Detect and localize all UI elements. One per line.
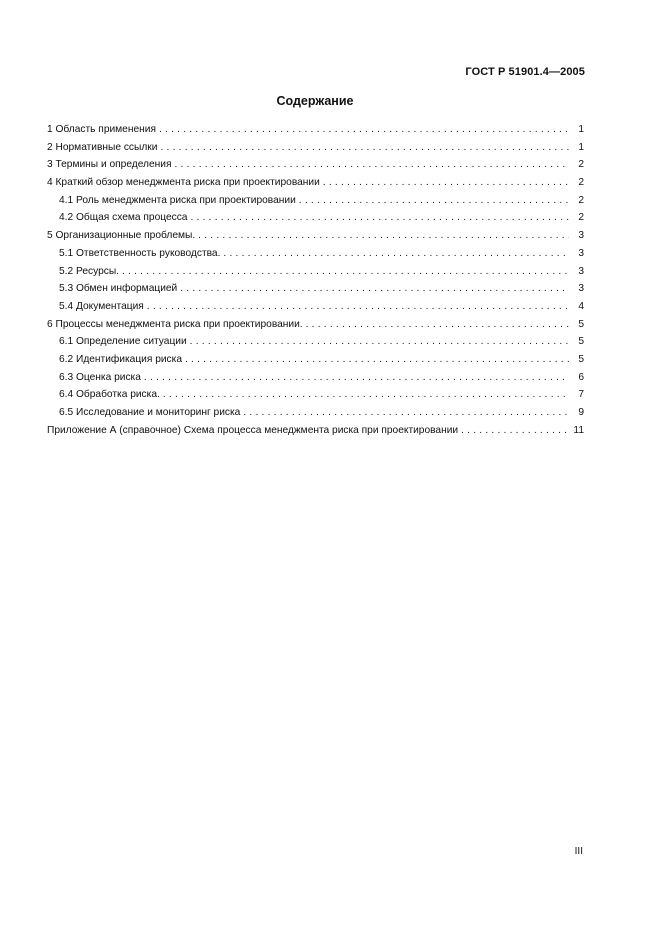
toc-entry[interactable] <box>47 192 584 210</box>
toc-entry-title: 6.1 Определение ситуации <box>59 336 187 348</box>
toc-dot-leader <box>223 245 569 263</box>
toc-entry[interactable] <box>47 404 584 422</box>
toc-entry[interactable] <box>47 156 584 174</box>
toc-entry-title: 5.4 Документация <box>59 300 144 312</box>
toc-dot-leader <box>299 192 569 210</box>
toc-dot-leader <box>306 316 569 334</box>
toc-entry[interactable] <box>47 245 584 263</box>
toc-dot-leader <box>243 404 569 422</box>
toc-entry-title: 5.3 Обмен информацией <box>59 283 178 295</box>
toc-entry[interactable] <box>47 351 584 369</box>
toc-entry-page: 5 <box>578 353 584 365</box>
toc-entry-page: 3 <box>578 283 584 295</box>
toc-dot-leader <box>163 386 569 404</box>
toc-dot-leader <box>174 156 569 174</box>
toc-entry-page: 9 <box>578 407 584 418</box>
toc-dot-leader <box>180 280 569 298</box>
toc-entry-title: 6 Процессы менеджмента риска при проектировании. <box>47 318 303 330</box>
document-code: ГОСТ Р 51901.4—2005 <box>465 66 585 78</box>
toc-entry-title: 4 Краткий обзор менеджмента риска при проектировании <box>47 177 320 189</box>
toc-entry-title: Приложение А (справочное) Схема процесса менеджмента риска при проектировании <box>47 424 459 436</box>
toc-entry-page: 5 <box>578 318 584 330</box>
toc-entry[interactable] <box>47 209 584 227</box>
toc-entry-title: 1 Область применения <box>47 124 156 135</box>
toc-entry-title: 4.2 Общая схема процесса <box>59 212 188 224</box>
toc-entry[interactable] <box>47 386 584 404</box>
toc-dot-leader <box>185 351 569 369</box>
toc-dot-leader <box>190 333 569 351</box>
toc-dot-leader <box>323 174 569 192</box>
toc-entry[interactable] <box>47 333 584 351</box>
toc-entry-page: 1 <box>578 124 584 135</box>
toc-entry[interactable] <box>47 139 584 157</box>
toc-entry[interactable] <box>47 263 584 281</box>
toc-entry-title: 3 Термины и определения <box>47 159 172 171</box>
toc-entry-page: 2 <box>578 159 584 171</box>
toc-entry-title: 4.1 Роль менеджмента риска при проектировании <box>59 194 296 206</box>
toc-entry-page: 2 <box>578 212 584 224</box>
toc-entry[interactable] <box>47 227 584 245</box>
toc-entry-title: 6.3 Оценка риска <box>59 371 141 383</box>
toc-entry-page: 7 <box>578 389 584 401</box>
toc-dot-leader <box>190 209 569 227</box>
toc-entry[interactable] <box>47 422 584 440</box>
toc-entry-page: 6 <box>578 371 584 383</box>
toc-entry-page: 11 <box>573 424 584 436</box>
toc-dot-leader <box>198 227 569 245</box>
toc-dot-leader <box>122 263 569 281</box>
toc-entry-page: 2 <box>578 177 584 189</box>
toc-entry[interactable] <box>47 280 584 298</box>
toc-entry[interactable] <box>47 174 584 192</box>
page-number: III <box>574 846 583 857</box>
toc-entry-title: 6.2 Идентификация риска <box>59 353 182 365</box>
toc-entry-page: 1 <box>578 141 584 153</box>
toc-dot-leader <box>147 298 569 316</box>
toc-entry-title: 5 Организационные проблемы. <box>47 230 196 242</box>
toc-entry-page: 2 <box>578 194 584 206</box>
toc-entry-title: 6.5 Исследование и мониторинг риска <box>59 407 241 418</box>
toc-dot-leader <box>461 422 569 440</box>
toc-entry-title: 5.2 Ресурсы. <box>59 265 119 277</box>
toc-entry-title: 2 Нормативные ссылки <box>47 141 158 153</box>
toc-entry-page: 4 <box>578 300 584 312</box>
table-of-contents <box>47 121 584 439</box>
toc-entry[interactable] <box>47 316 584 334</box>
toc-dot-leader <box>144 369 569 387</box>
toc-title: Содержание <box>276 94 354 108</box>
toc-entry[interactable] <box>47 369 584 387</box>
toc-entry-page: 3 <box>578 265 584 277</box>
toc-entry[interactable] <box>47 121 584 139</box>
toc-entry[interactable] <box>47 298 584 316</box>
toc-entry-page: 3 <box>578 247 584 259</box>
toc-dot-leader <box>160 139 569 157</box>
toc-entry-title: 5.1 Ответственность руководства. <box>59 247 221 259</box>
toc-entry-title: 6.4 Обработка риска. <box>59 389 160 401</box>
toc-dot-leader <box>159 121 569 139</box>
toc-entry-page: 3 <box>578 230 584 242</box>
toc-entry-page: 5 <box>578 336 584 348</box>
